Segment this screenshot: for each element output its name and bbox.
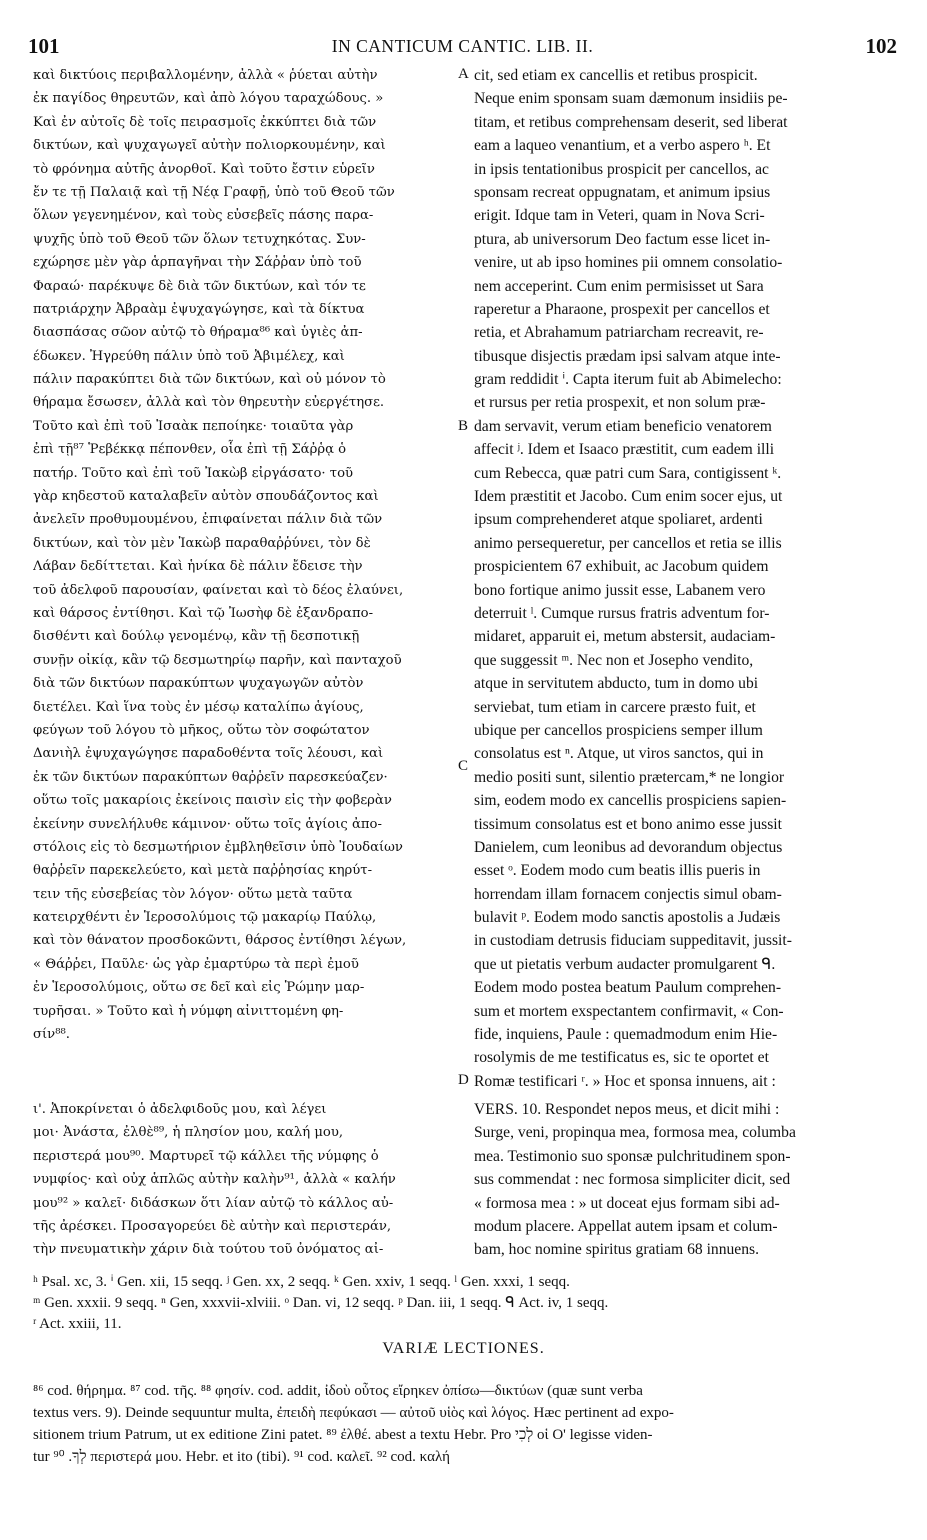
text-line: atque in servitutem abducto, tum in domo ubi	[474, 675, 759, 693]
text-line: καὶ δικτύοις περιβαλλομένην, ἀλλὰ « ῥύεται αὐτὴν	[33, 68, 378, 83]
text-line: Τοῦτο καὶ ἐπὶ τοῦ Ἰσαὰκ πεποίηκε· τοιαῦτα γὰρ	[33, 418, 354, 434]
text-line: πατήρ. Τοῦτο καὶ ἐπὶ τοῦ Ἰακὼβ εἰργάσατο· τοῦ	[33, 465, 354, 481]
variae-lectiones	[33, 1380, 895, 1468]
text-line: θήραμα ἔσωσεν, ἀλλὰ καὶ τὸν θηρευτὴν εὐεργέτησε.	[33, 395, 385, 411]
text-line: « Θάῤῥει, Παῦλε· ὡς γὰρ ἐμαρτύρω τὰ περὶ ἐμοῦ	[33, 956, 359, 972]
text-line: καὶ τὸν θάνατον προσδοκῶντι, θάρσος ἐντίθησι λέγων,	[33, 933, 407, 949]
text-line: ʰ Psal. xc, 3. ⁱ Gen. xii, 15 seqq. ʲ Gen. xx, 2 seqq. ᵏ Gen. xxiv, 1 seqq. ˡ Gen. xxxi, 1 seqq.	[33, 1274, 570, 1290]
text-line: eam a laqueo venantium, et a verbo aspero ʰ. Et	[474, 137, 771, 155]
text-line: γὰρ κηδεστοῦ καταλαβεῖν αὐτὸν σπουδάζοντος καὶ	[33, 489, 379, 505]
text-line: ἐκ τῶν δικτύων παρακύπτων θαῤῥεῖν παρεσκεύαζεν·	[33, 769, 388, 785]
text-line: εχώρησε μὲν γὰρ ἁρπαγῆναι τὴν Σάῤῥαν ὑπὸ τοῦ	[33, 255, 362, 271]
margin-letter-a: A	[458, 66, 469, 82]
margin-letter-b: B	[458, 418, 469, 434]
text-line: prospicientem 67 exhibuit, ac Jacobum quidem	[474, 558, 769, 576]
text-line: affecit ʲ. Idem et Isaaco præstitit, cum eadem illi	[474, 441, 775, 459]
text-line: in custodiam detrusis fiduciam suppeditavit, jussit-	[474, 932, 792, 950]
text-line: θαῤῥεῖν παρεκελεύετο, καὶ μετὰ παῤῥησίας κηρύτ-	[33, 863, 373, 879]
footnotes	[33, 1272, 895, 1335]
text-line: τῆς ἀρέσκει. Προσαγορεύει δὲ αὐτὴν καὶ περιστεράν,	[33, 1218, 392, 1234]
text-line: δικτύων, καὶ τὸν μὲν Ἰακὼβ παραθαῤῥύνει, τὸν δὲ	[33, 535, 371, 551]
text-line: Λάβαν δεδίττεται. Καὶ ἡνίκα δὲ πάλιν ἔδεισε τὴν	[33, 559, 363, 575]
text-line: ἐν Ἱεροσολύμοις, οὕτω σε δεῖ καὶ εἰς Ῥώμην μαρ-	[33, 980, 365, 996]
text-line: gram reddidit ⁱ. Capta iterum fuit ab Abimelecho:	[474, 371, 782, 389]
text-line: raperetur a Pharaone, prospexit per cancellos et	[474, 300, 770, 318]
text-line: midaret, apparuit ei, metum abstersit, audaciam-	[474, 628, 776, 646]
text-line: ubique per cancellos prospiciens semper illum	[474, 721, 763, 739]
text-line: cit, sed etiam ex cancellis et retibus prospicit.	[474, 67, 758, 84]
text-line: πάλιν παρακύπτει διὰ τῶν δικτύων, καὶ οὐ μόνον τὸ	[33, 372, 386, 388]
text-line: bulavit ᵖ. Eodem modo sanctis apostolis a Judæis	[474, 909, 781, 927]
text-line: horrendam illam fornacem conjectis simul obam-	[474, 885, 782, 903]
text-line: VERS. 10. Respondet nepos meus, et dicit mihi :	[474, 1101, 780, 1118]
text-line: tur לְךָ. ⁹⁰ περιστερά μου. Hebr. et ito (tibi). ⁹¹ cod. καλεῖ. ⁹² cod. καλή	[33, 1449, 450, 1465]
text-line: bono fortique animo jussit esse, Labanem vero	[474, 581, 766, 599]
margin-letter-c: C	[458, 758, 469, 774]
text-line: cum Rebecca, quæ patri cum Sara, contigissent ᵏ.	[474, 464, 782, 482]
text-line: ψυχῆς ὑπὸ τοῦ Θεοῦ τῶν ὅλων τετυχηκότας. Συν-	[33, 231, 366, 247]
text-line: δισθέντι καὶ δούλῳ γενομένῳ, κἂν τῇ δεσποτικῇ	[33, 629, 360, 645]
text-line: textus vers. 9). Deinde sequuntur multa, ἐπειδὴ πεφύκασι — αὐτοῦ υἱὸς καὶ λόγος. Hæc pertinent ad expo-	[33, 1405, 674, 1421]
latin-verse-section	[474, 1098, 892, 1262]
text-line: περιστερά μου⁹⁰. Μαρτυρεῖ τῷ κάλλει τῆς νύμφης ὁ	[33, 1148, 379, 1164]
text-line: venire, ut ab ipso homines pii omnem consolatio-	[474, 254, 783, 272]
text-line: titam, et retibus comprehensam deserit, sed liberat	[474, 113, 788, 131]
text-line: tissimum consolatus est et bono animo esse jussit	[474, 815, 782, 833]
text-line: Φαραώ· παρέκυψε δὲ διὰ τῶν δικτύων, καὶ τόν τε	[33, 278, 366, 294]
text-line: σίν⁸⁸.	[33, 1027, 70, 1043]
text-line: fide, inquiens, Paule : quemadmodum enim Hie-	[474, 1026, 778, 1044]
text-line: στόλοις εἰς τὸ δεσμωτήριον ἐμβληθεῖσιν ὑπὸ Ἰουδαίων	[33, 839, 403, 855]
text-line: διασπάσας σῶον αὐτῷ τὸ θήραμα⁸⁶ καὶ ὑγιὲς ἀπ-	[33, 325, 363, 341]
text-line: medio positi sunt, silentio prætercam,* ne longior	[474, 768, 785, 786]
text-line: ⁸⁶ cod. θήρημα. ⁸⁷ cod. τῆς. ⁸⁸ φησίν. cod. addit, ἰδοὺ οὗτος εἴρηκεν ὀπίσω—δικτύων (quæ sunt verba	[33, 1383, 643, 1399]
running-title: IN CANTICUM CANTIC. LIB. II.	[331, 36, 594, 56]
text-line: Surge, veni, propinqua mea, formosa mea, columba	[474, 1124, 796, 1142]
latin-column	[474, 64, 892, 1093]
text-line: τειν τῆς εὐσεβείας τὸν λόγον· οὕτω μετὰ ταῦτα	[33, 886, 353, 902]
text-line: Δανιὴλ ἐψυχαγώγησε παραδοθέντα τοῖς λέουσι, καὶ	[33, 746, 384, 762]
text-line: τυρῆσαι. » Τοῦτο καὶ ἡ νύμφη αἰνιττομένη φη-	[33, 1003, 344, 1019]
text-line: retia, et Abrahamum patriarcham recreavit, re-	[474, 324, 764, 342]
text-line: διετέλει. Καὶ ἵνα τοὺς ἐν μέσῳ καταλίπω ἁγίους,	[33, 699, 364, 715]
text-line: ptura, ab universorum Deo factum esse licet in-	[474, 230, 771, 248]
text-line: ᵐ Gen. xxxii. 9 seqq. ⁿ Gen, xxxvii-xlviii. ᵒ Dan. vi, 12 seqq. ᵖ Dan. iii, 1 seqq. ᑫ Act. iv, 1 seqq.	[33, 1295, 609, 1311]
text-line: μοι· Ἀνάστα, ἐλθὲ⁸⁹, ἡ πλησίον μου, καλή μου,	[33, 1125, 344, 1141]
text-line: sponsam recreat oppugnatam, et animum ipsius	[474, 183, 771, 201]
text-line: ι'. Ἀποκρίνεται ὁ ἀδελφιδοῦς μου, καὶ λέγει	[33, 1102, 327, 1117]
text-line: esset ᵒ. Eodem modo cum beatis illis pueris in	[474, 862, 761, 880]
text-line: δικτύων, καὶ ψυχαγωγεῖ αὐτὴν πολιορκουμένην, καὶ	[33, 138, 386, 154]
text-line: ʳ Act. xxiii, 11.	[33, 1316, 122, 1332]
text-line: ἐκ παγίδος θηρευτῶν, καὶ ἀπὸ λόγου ταραχώδους. »	[33, 91, 384, 107]
text-line: erigit. Idque tam in Veteri, quam in Nova Scri-	[474, 207, 765, 225]
text-line: έδωκεν. Ἠγρεύθη πάλιν ὑπὸ τοῦ Ἀβιμέλεχ, καὶ	[33, 348, 345, 364]
text-line: bam, hoc nomine spiritus gratiam 68 innuens.	[474, 1241, 759, 1259]
text-line: ὅλων γεγενημένον, καὶ τοὺς εὐσεβεῖς πάσης παρα-	[33, 208, 374, 224]
greek-column	[33, 64, 453, 1046]
text-line: νυμφίος· καὶ οὐχ ἁπλῶς αὐτὴν καλὴν⁹¹, ἀλλὰ « καλήν	[33, 1172, 396, 1188]
text-line: animo persequeretur, per cancellos et retia se illis	[474, 534, 782, 552]
text-line: κατειρχθέντι ἐν Ἱεροσολύμοις τῷ μακαρίῳ Παύλῳ,	[33, 910, 377, 926]
text-line: Romæ testificari ʳ. » Hoc et sponsa innuens, ait :	[474, 1072, 776, 1090]
text-line: ἀνελεῖν προθυμουμένου, ἐπιφαίνεται πάλιν διὰ τῶν	[33, 512, 383, 528]
text-line: tibusque disjectis prædam ipsi salvam atque inte-	[474, 347, 781, 365]
text-line: consolatus est ⁿ. Atque, ut viros sanctos, qui in	[474, 745, 764, 763]
text-line: συνῇν οἰκίᾳ, κἂν τῷ δεσμωτηρίῳ παρῆν, καὶ πανταχοῦ	[33, 652, 402, 668]
text-line: in ipsis tentationibus prospicit per cancellos, ac	[474, 160, 769, 178]
text-line: Καὶ ἐν αὐτοῖς δὲ τοῖς πειρασμοῖς ἐκκύπτει διὰ τῶν	[33, 114, 377, 130]
text-line: ἐκείνην συνελήλυθε κάμινον· οὕτω τοῖς ἁγίοις ἀπο-	[33, 816, 382, 832]
text-line: διὰ τῶν δικτύων παρακύπτων ψυχαγωγῶν αὐτὸν	[33, 676, 364, 692]
text-line: καὶ θάρσος ἐντίθησι. Καὶ τῷ Ἰωσὴφ δὲ ἐξανδραπο-	[33, 605, 374, 621]
text-line: que ut pietatis verbum audacter promulgarent ᑫ.	[474, 955, 776, 973]
text-line: sus commendat : nec formosa simpliciter dicit, sed	[474, 1171, 791, 1189]
text-line: τοῦ ἀδελφοῦ παρουσίαν, φαίνεται καὶ τὸ δέος ἐλαύνει,	[33, 582, 404, 598]
text-line: ἔν τε τῇ Παλαιᾷ καὶ τῇ Νέᾳ Γραφῇ, ὑπὸ τοῦ Θεοῦ τῶν	[33, 184, 395, 200]
margin-letter-d: D	[458, 1072, 469, 1088]
text-line: nem acceperint. Cum enim permisisset ut Sara	[474, 277, 764, 295]
text-line: modum placere. Appellat autem ipsam et colum-	[474, 1217, 778, 1235]
text-line: rosolymis de me testificatus es, sic te oportet et	[474, 1049, 769, 1067]
text-line: serviebat, tum etiam in carcere præsto fuit, et	[474, 698, 756, 716]
text-line: φεύγων τοῦ λόγου τὸ μῆκος, οὕτω τὸν σοφώτατον	[33, 722, 370, 738]
text-line: « formosa mea : » ut doceat ejus formam sibi ad-	[474, 1194, 780, 1212]
variae-title: VARIÆ LECTIONES.	[382, 1340, 545, 1357]
text-line: Eodem modo postea beatum Paulum comprehen-	[474, 979, 782, 997]
text-line: Idem præstitit et Jacobo. Cum enim socer ejus, ut	[474, 488, 783, 506]
text-line: τὸ φρόνημα αὐτῆς ἀνορθοῖ. Καὶ τοῦτο ἔστιν εὑρεῖν	[33, 161, 375, 177]
page-number-right: 102	[865, 34, 897, 58]
greek-verse-section	[33, 1098, 453, 1262]
text-line: sim, eodem modo ex cancellis prospiciens sapien-	[474, 792, 787, 810]
text-line: dam servavit, verum etiam beneficio venatorem	[474, 417, 772, 435]
text-line: ἐπὶ τῇ⁸⁷ Ῥεβέκκᾳ πέπονθεν, οἷα ἐπὶ τῇ Σάῤῥᾳ ὁ	[33, 442, 347, 458]
page-number-left: 101	[28, 34, 60, 58]
text-line: ipsum comprehenderet atque spoliaret, ardenti	[474, 511, 763, 529]
text-line: μου⁹² » καλεῖ· διδάσκων ὅτι λίαν αὐτῷ τὸ κάλλος αὐ-	[33, 1195, 394, 1211]
text-line: deterruit ˡ. Cumque rursus fratris adventum for-	[474, 604, 770, 622]
text-line: τὴν πνευματικὴν χάριν διὰ τούτου τοῦ ὀνόματος αἰ-	[33, 1242, 384, 1258]
page-header	[28, 34, 897, 64]
text-line: sitionem trium Patrum, ut ex editione Zini patet. ⁸⁹ ἐλθέ. abest a textu Hebr. Pro לְכִי οἱ Ο' legisse viden-	[33, 1427, 653, 1443]
text-line: que suggessit ᵐ. Nec non et Josepho vendito,	[474, 651, 754, 669]
text-line: et rursus per retia prospexit, et non solum præ-	[474, 394, 766, 412]
text-line: Danielem, cum leonibus ad devorandum objectus	[474, 838, 783, 856]
text-line: Neque enim sponsam suam dæmonum insidiis pe-	[474, 90, 788, 108]
text-line: οὕτω τοῖς μακαρίοις ἐκείνοις παισὶν εἰς τὴν φοβερὰν	[33, 793, 392, 809]
text-line: sum et mortem exspectantem confirmavit, « Con-	[474, 1002, 784, 1020]
text-line: πατριάρχην Ἀβραὰμ ἐψυχαγώγησε, καὶ τὰ δίκτυα	[33, 301, 365, 317]
text-line: mea. Testimonio suo sponsæ pulchritudinem spon-	[474, 1147, 791, 1165]
